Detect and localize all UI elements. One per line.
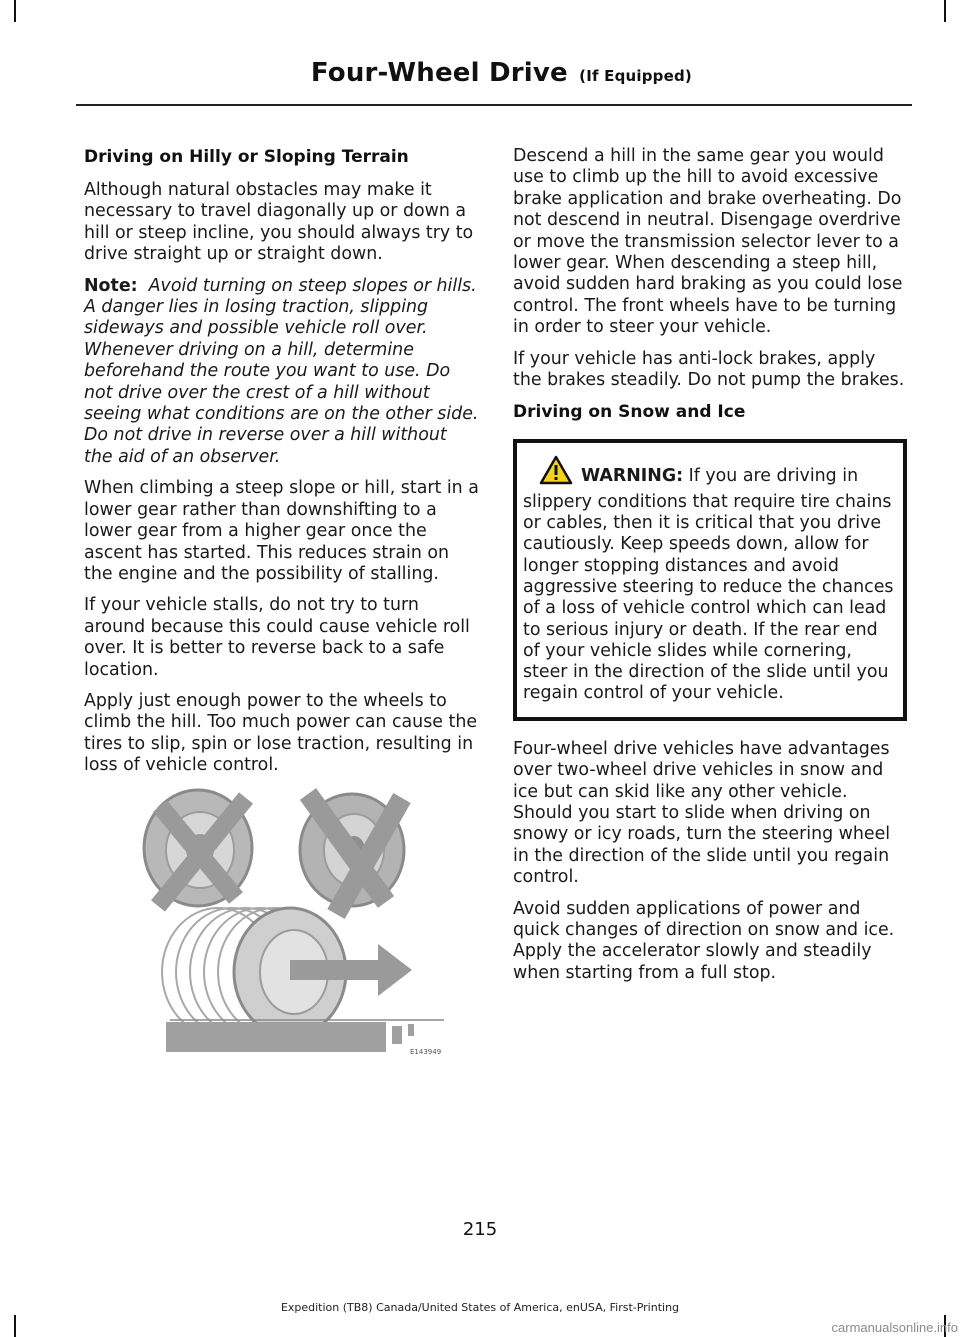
paragraph: Although natural obstacles may make it necessary to travel diagonally up or down a hill or steep incline, you should always try to drive straight up or straight down. [84,180,474,265]
warning-label: WARNING: [581,466,684,487]
page-header-title [311,58,692,88]
header-subtitle: (If Equipped) [579,67,692,85]
header-title-text: Four-Wheel Drive [310,58,568,88]
section-heading-snow-ice: Driving on Snow and Ice [513,402,746,423]
paragraph: Apply just enough power to the wheels to climb the hill. Too much power can cause the tires to slip, spin or lose traction, resulting in loss of vehicle control. [84,690,478,776]
illustration-code: E143949 [410,1048,442,1056]
section-heading-hilly: Driving on Hilly or Sloping Terrain [84,147,409,167]
paragraph: When climbing a steep slope or hill, start in a lower gear rather than downshifting to a lower gear from a higher gear once the ascent has started. This reduces strain on the engine and the possibility of stalling. [84,478,479,584]
tire-illustration-graphic [140,786,446,1058]
watermark-link[interactable]: carmanualsonline.info [831,1320,958,1335]
ground-line [166,1020,444,1052]
tire-sideways-right [300,794,404,914]
tire-sideways-left [144,790,252,906]
crop-mark [14,0,16,22]
note-label: Note: [84,275,138,296]
paragraph: Descend a hill in the same gear you would use to climb up the hill to avoid excessive brake application and brake overheating. Do not descend in neutral. Disengage overdrive or move the transmission selector lever to a lower gear. When descending a steep hill, avoid sudden hard braking as you could lose control. The front wheels have to be turning in order to steer your vehicle. [513,146,903,338]
crop-mark [14,1315,16,1337]
warning-paragraph [523,455,897,704]
right-column [513,146,907,994]
crop-mark [944,0,946,22]
left-column [84,146,480,787]
warning-triangle-icon [539,455,573,491]
header-divider [76,104,912,106]
note-paragraph [84,276,480,469]
warning-text: If you are driving in slippery conditions that require tire chains or cables, then it is critical that you drive cautiously. Keep speeds down, allow for longer stopping distances and avoid aggressive steering to reduce the chances of a loss of vehicle control which can lead to serious injury or death. If the rear end of your vehicle slides while cornering, steer in the direction of the slide until you regain control of your vehicle. [523,466,894,704]
page-number: 215 [462,1219,498,1240]
hill-driving-illustration [140,786,446,1058]
paragraph: If your vehicle has anti-lock brakes, apply the brakes steadily. Do not pump the brakes. [513,348,905,391]
warning-box [513,439,907,720]
paragraph: Avoid sudden applications of power and quick changes of direction on snow and ice. Apply the accelerator slowly and steadily when starting from a full stop. [513,898,895,983]
edition-footer: Expedition (TB8) Canada/United States of America, enUSA, First-Printing [280,1301,680,1314]
note-text: Avoid turning on steep slopes or hills. A danger lies in losing traction, slipping sideways and possible vehicle roll over. Whenever driving on a hill, determine beforehand the route you want to use. Do not drive over the crest of a hill without seeing what conditions are on the other side. Do not drive in reverse over a hill without the aid of an observer. [84,275,479,467]
paragraph: If your vehicle stalls, do not try to turn around because this could cause vehicle roll over. It is better to reverse back to a safe location. [84,595,470,680]
paragraph: Four-wheel drive vehicles have advantages over two-wheel drive vehicles in snow and ice but can skid like any other vehicle. Should you start to slide when driving on snowy or icy roads, turn the steering wheel in the direction of the slide until you regain control. [513,738,891,888]
